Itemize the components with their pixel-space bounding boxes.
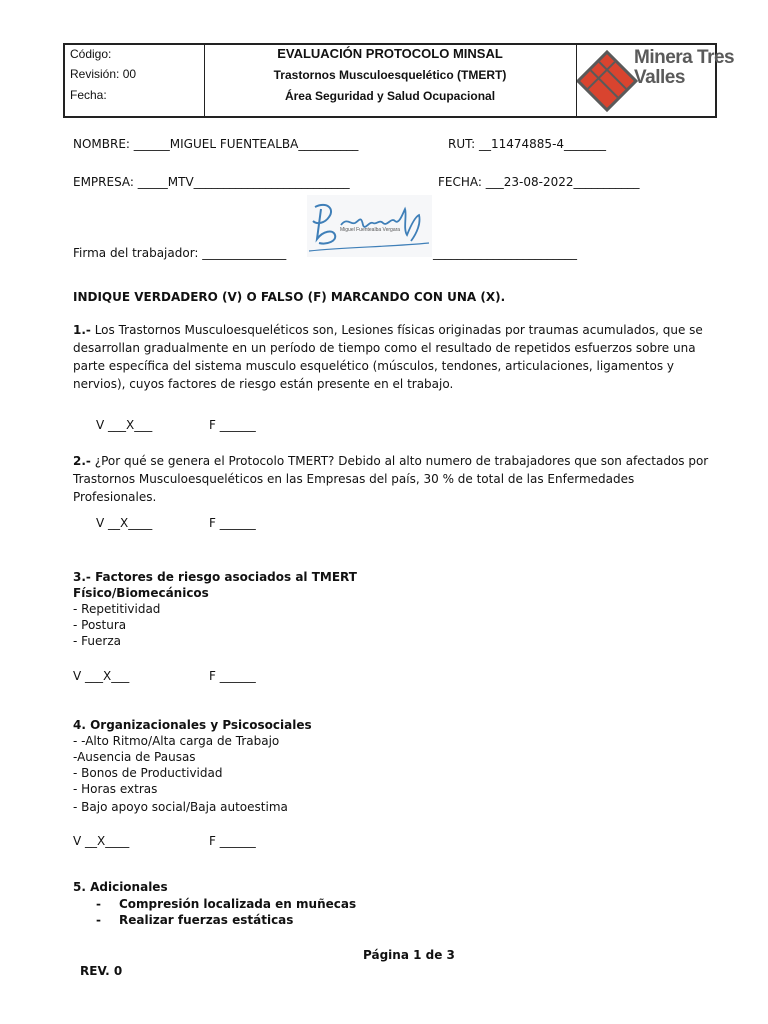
- question-1: [73, 321, 713, 393]
- document-header: [63, 43, 735, 118]
- question-3-subtitle: Físico/Biomecánicos: [73, 586, 209, 600]
- document-subtitle-1: Trastornos Musculoesquelético (TMERT): [273, 68, 507, 82]
- rut-field: RUT: __11474885-4_______: [448, 137, 607, 151]
- empresa-field: EMPRESA: _____MTV__________________________: [73, 175, 350, 189]
- list-item: Realizar fuerzas estáticas: [119, 913, 294, 927]
- list-item: - Fuerza: [73, 634, 121, 648]
- signature-image: [307, 195, 432, 257]
- bullet-dash: -: [96, 913, 101, 927]
- fecha-field: FECHA: ___23-08-2022___________: [438, 175, 640, 189]
- question-4-true: V __X____: [73, 834, 130, 848]
- revision-label: Revisión: 00: [70, 67, 137, 81]
- company-logo: [576, 45, 735, 116]
- question-3-false: F ______: [209, 669, 256, 683]
- instructions: INDIQUE VERDADERO (V) O FALSO (F) MARCANDO CON UNA (X).: [73, 290, 506, 304]
- question-2-false: F ______: [209, 516, 256, 530]
- header-meta: [65, 45, 205, 116]
- question-1-number: 1.-: [73, 323, 91, 337]
- question-1-text: Los Trastornos Musculoesqueléticos son, Lesiones físicas originadas por traumas acumulados, que se desarrollan gradualmente en un período de tiempo como el resultado de repetidos esfuerzos sobre una parte específica del sistema musculo esquelético (músculos, tendones, articulaciones, ligamentos y nervios), cuyos factores de riesgo están presente en el trabajo.: [73, 323, 703, 391]
- list-item: -Ausencia de Pausas: [73, 750, 196, 764]
- revision-footer: REV. 0: [80, 964, 123, 978]
- question-1-true: V ___X___: [96, 418, 153, 432]
- question-4-false: F ______: [209, 834, 256, 848]
- list-item: - Bajo apoyo social/Baja autoestima: [73, 800, 288, 814]
- document-title: EVALUACIÓN PROTOCOLO MINSAL: [277, 46, 503, 61]
- logo-text-line1: Minera Tres: [634, 47, 735, 68]
- question-3-true: V ___X___: [73, 669, 130, 683]
- document-subtitle-2: Área Seguridad y Salud Ocupacional: [284, 89, 496, 103]
- question-4-title: 4. Organizacionales y Psicosociales: [73, 718, 312, 732]
- nombre-field: NOMBRE: ______MIGUEL FUENTEALBA__________: [73, 137, 359, 151]
- codigo-label: Código:: [70, 47, 112, 61]
- question-2-true: V __X____: [96, 516, 153, 530]
- firma-line: ________________________: [433, 246, 577, 260]
- page-number: Página 1 de 3: [363, 948, 455, 962]
- list-item: - Postura: [73, 618, 127, 632]
- question-5-title: 5. Adicionales: [73, 880, 168, 894]
- question-1-false: F ______: [209, 418, 256, 432]
- question-2: [73, 452, 713, 506]
- question-2-number: 2.-: [73, 454, 91, 468]
- list-item: - Horas extras: [73, 782, 158, 796]
- list-item: - Repetitividad: [73, 602, 161, 616]
- question-3-title: 3.- Factores de riesgo asociados al TMERT: [73, 570, 357, 584]
- firma-label: Firma del trabajador: ______________: [73, 246, 287, 260]
- fecha-label: Fecha:: [70, 88, 107, 102]
- question-2-text: ¿Por qué se genera el Protocolo TMERT? Debido al alto numero de trabajadores que son afectados por Trastornos Musculoesqueléticos en las Empresas del país, 30 % de total de las Enfermedades Profesionales.: [73, 454, 709, 504]
- logo-text-line2: Valles: [634, 67, 685, 88]
- signature-icon: [307, 195, 432, 257]
- list-item: - -Alto Ritmo/Alta carga de Trabajo: [73, 734, 280, 748]
- signature-caption: Miguel Fuentealba Vergara: [340, 227, 401, 233]
- bullet-dash: -: [96, 897, 101, 911]
- list-item: - Bonos de Productividad: [73, 766, 223, 780]
- list-item: Compresión localizada en muñecas: [119, 897, 357, 911]
